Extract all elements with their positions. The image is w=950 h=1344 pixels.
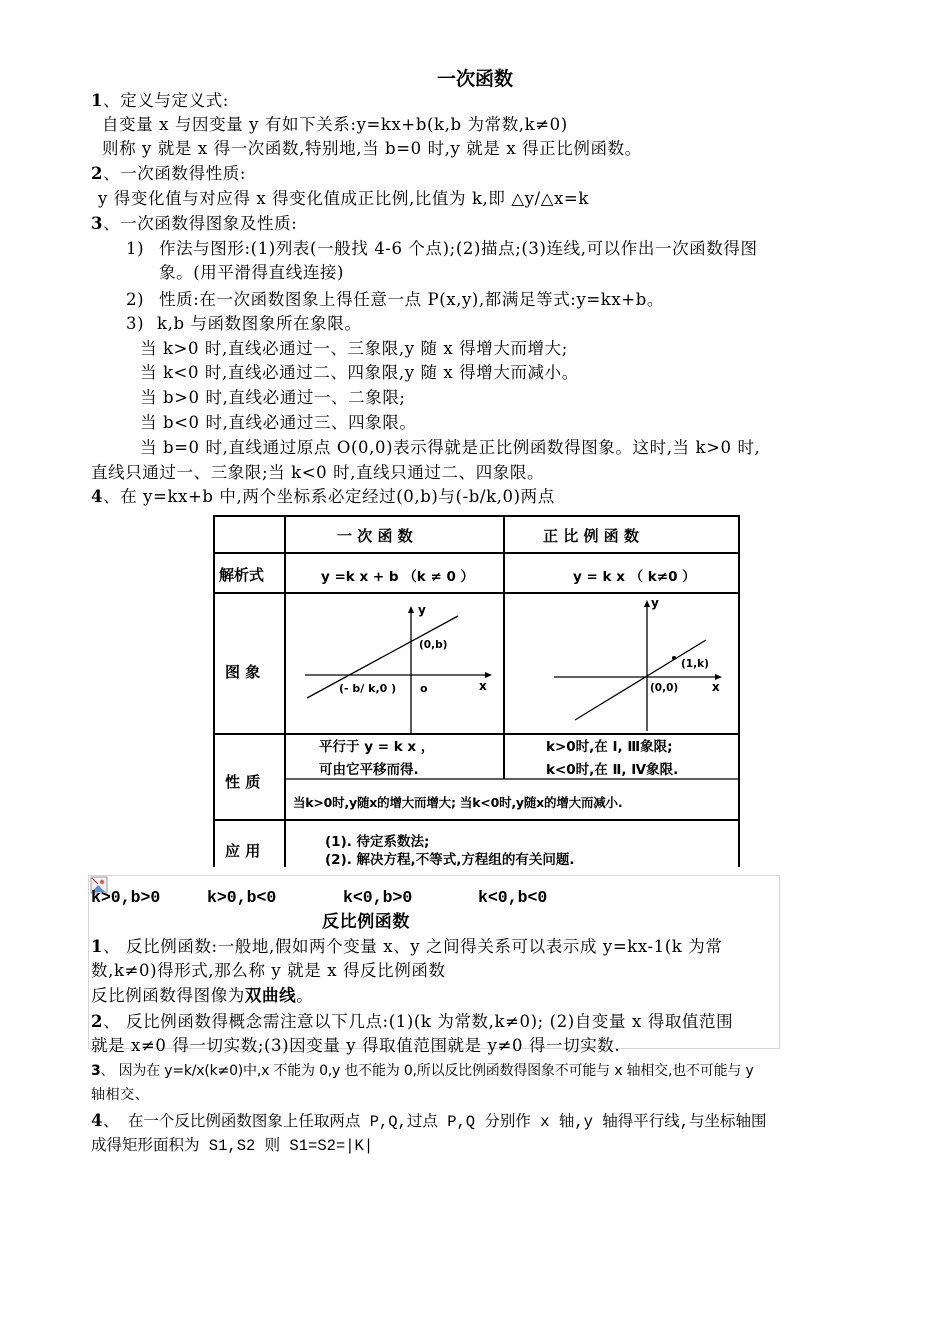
section-3-number: 3	[91, 214, 104, 233]
section-1-heading	[91, 89, 229, 113]
inverse-para-1-text-1: 、 反比例函数:一般地,假如两个变量 x、y 之间得关系可以表示成 y=kx-1(k 为常	[103, 937, 723, 956]
section-1-line-2: 则称 y 就是 x 得一次函数,特别地,当 b=0 时,y 就是 x 得正比例函数。	[102, 139, 642, 158]
section-3-item-1-line-2: 象。(用平滑得直线连接)	[159, 263, 345, 282]
inverse-number-4: 4	[91, 1111, 104, 1130]
inverse-para-1-line-2: 数,k≠0)得形式,那么称 y 就是 x 得反比例函数	[91, 961, 446, 980]
graph2-origin: (0,0)	[650, 682, 679, 694]
inverse-para-4-line-1	[91, 1109, 767, 1134]
graph1-x-label: x	[479, 679, 487, 693]
inverse-para-4-line-2: 成得矩形面积为 S1,S2 则 S1=S2=|K|	[91, 1137, 374, 1155]
case-b-negative: 当 b<0 时,直线必通过三、四象限。	[140, 413, 417, 432]
graph1-point-root: (- b/ k,0 )	[339, 682, 397, 695]
property-linear-2: 可由它平移而得.	[319, 762, 419, 778]
row-label-application: 应 用	[225, 842, 261, 860]
caption-case-2: k>0,b<0	[207, 888, 277, 907]
section-4-text: 、在 y=kx+b 中,两个坐标系必定经过(0,b)与(-b/k,0)两点	[103, 487, 555, 506]
inverse-para-1-line-1	[91, 935, 722, 959]
graph2-x-label: x	[712, 680, 720, 694]
caption-case-3: k<0,b>0	[343, 888, 413, 907]
graph2-y-label: y	[651, 596, 659, 610]
inverse-para-2-line-2: 就是 x≠0 得一切实数;(3)因变量 y 得取值范围就是 y≠0 得一切实数.	[91, 1036, 621, 1055]
graph2-point: (1,k)	[681, 658, 709, 670]
graph1-origin: o	[420, 682, 428, 695]
section-3-item-2-number: 2)	[126, 290, 145, 309]
section-3-item-2: 性质:在一次函数图象上得任意一点 P(x,y),都满足等式:y=kx+b。	[159, 290, 664, 309]
section-2-heading-text: 、一次函数得性质:	[103, 164, 247, 183]
inverse-number-2: 2	[91, 1012, 104, 1031]
formula-linear: y =k x + b （k ≠ 0 ）	[321, 569, 475, 585]
case-b-positive: 当 b>0 时,直线必通过一、二象限;	[140, 388, 406, 407]
property-proportional-2: k<0时,在 Ⅱ, Ⅳ象限.	[546, 762, 679, 778]
section-1-heading-text: 、定义与定义式:	[103, 91, 229, 110]
inverse-graph-prefix: 反比例函数得图像为	[91, 986, 245, 1005]
application-2: (2). 解决方程,不等式,方程组的有关问题.	[325, 852, 575, 867]
section-3-heading	[91, 212, 297, 236]
inverse-para-3-line-2: 轴相交、	[91, 1087, 150, 1103]
inverse-para-3-text-1: 、 因为在 y=k/x(k≠0)中,x 不能为 0,y 也不能为 0,所以反比例函数得图象不可能与 x 轴相交,也不可能与 y	[100, 1063, 754, 1079]
caption-case-4: k<0,b<0	[478, 888, 548, 907]
property-shared: 当k>0时,y随x的增大而增大; 当k<0时,y随x的增大而减小.	[293, 795, 623, 810]
graph1-point-intercept: (0,b)	[419, 639, 448, 651]
row-label-graph: 图 象	[225, 663, 261, 681]
header-linear: 一 次 函 数	[337, 527, 413, 545]
section-3-item-1-number: 1)	[126, 239, 145, 258]
caption-case-1: k>0,b>0	[91, 888, 161, 907]
inverse-para-4-text-1: 、 在一个反比例函数图象上任取两点 P,Q,过点 P,Q 分别作 x 轴,y 轴得平行线,与坐标轴围	[103, 1113, 767, 1131]
inverse-graph-suffix: 。	[296, 986, 314, 1005]
header-proportional: 正 比 例 函 数	[543, 527, 639, 545]
inverse-para-2-text-1: 、 反比例函数得概念需注意以下几点:(1)(k 为常数,k≠0); (2)自变量 x 得取值范围	[103, 1012, 734, 1031]
section-3-item-3-number: 3)	[126, 314, 145, 333]
section-1-line-1: 自变量 x 与因变量 y 有如下关系:y=kx+b(k,b 为常数,k≠0)	[102, 115, 568, 134]
section-3-item-3: k,b 与函数图象所在象限。	[157, 314, 362, 333]
property-linear-1: 平行于 y = k x ，	[319, 739, 435, 755]
section-3-heading-text: 、一次函数得图象及性质:	[103, 214, 298, 233]
inverse-para-1-line-3	[91, 984, 313, 1008]
row-label-formula: 解析式	[219, 566, 265, 584]
comparison-table	[213, 515, 740, 867]
section-4-number: 4	[91, 487, 104, 506]
section-2-number: 2	[91, 164, 104, 183]
property-proportional-1: k>0时,在 Ⅰ, Ⅲ象限;	[546, 739, 673, 755]
section-4	[91, 485, 555, 509]
section-2-heading	[91, 162, 246, 186]
inverse-para-3-line-1	[91, 1059, 754, 1083]
inverse-number-1: 1	[91, 937, 104, 956]
row-label-property: 性 质	[225, 773, 261, 791]
section-1-number: 1	[91, 91, 104, 110]
section-2-line-1: y 得变化值与对应得 x 得变化值成正比例,比值为 k,即 △y/△x=k	[98, 189, 589, 208]
proportional-graph	[554, 596, 722, 731]
linear-graph	[305, 603, 492, 733]
inverse-para-2-line-1	[91, 1010, 733, 1034]
case-b-zero-line-2: 直线只通过一、三象限;当 k<0 时,直线只通过二、四象限。	[91, 463, 545, 482]
section-3-item-1-line-1: 作法与图形:(1)列表(一般找 4-6 个点);(2)描点;(3)连线,可以作出一次函数得图	[159, 239, 758, 258]
case-b-zero-line-1: 当 b=0 时,直线通过原点 O(0,0)表示得就是正比例函数得图象。这时,当 k>0 时,	[140, 438, 761, 457]
formula-proportional: y = k x （ k≠0 ）	[573, 569, 696, 585]
case-k-positive: 当 k>0 时,直线必通过一、三象限,y 随 x 得增大而增大;	[140, 339, 568, 358]
hyperbola-term: 双曲线	[244, 986, 297, 1005]
graph1-y-label: y	[418, 603, 426, 617]
inverse-number-3: 3	[91, 1063, 101, 1079]
page-title: 一次函数	[436, 68, 513, 90]
case-k-negative: 当 k<0 时,直线必通过二、四象限,y 随 x 得增大而减小。	[140, 363, 579, 382]
application-1: (1). 待定系数法;	[325, 834, 430, 850]
inverse-title: 反比例函数	[322, 912, 410, 932]
